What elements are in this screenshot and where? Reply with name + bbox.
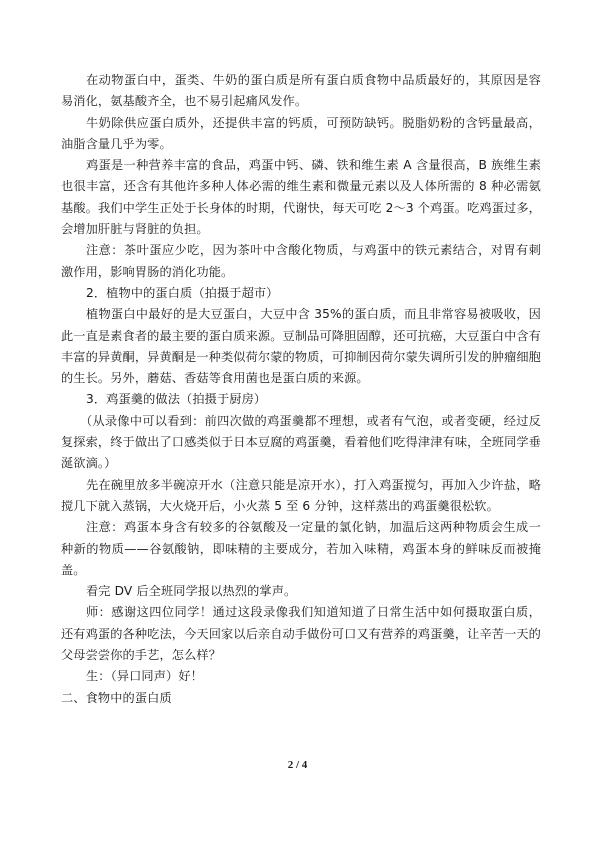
paragraph-students: 生：（异口同声）好！ xyxy=(86,669,203,684)
paragraph-glutamate-note: 注意：鸡蛋本身含有较多的谷氨酸及一定量的氯化钠，加温后这两种物质会生成一种新的物质——谷氨酸钠，即味精的主要成分，若加入味精，鸡蛋本身的鲜味反而被掩盖。 xyxy=(61,520,541,577)
paragraph-recipe: 先在碗里放多半碗凉开水（注意只能是凉开水），打入鸡蛋搅匀，再加入少许盐，略搅几下就入蒸锅，大火烧开后，小火蒸 5 至 6 分钟，这样蒸出的鸡蛋羹很松软。 xyxy=(61,477,541,513)
document-body xyxy=(61,70,541,709)
section-heading-food-protein: 二、食物中的蛋白质 xyxy=(61,690,172,705)
heading-plant-protein: 2．植物中的蛋白质（拍摄于超市） xyxy=(86,285,279,300)
heading-egg-custard: 3．鸡蛋羹的做法（拍摄于厨房） xyxy=(86,392,267,407)
paragraph-egg: 鸡蛋是一种营养丰富的食品，鸡蛋中钙、磷、铁和维生素 A 含量很高，B 族维生素也很丰富，还含有其他许多种人体必需的维生素和微量元素以及人体所需的 8 种必需氨基酸。我们中学生正处于长身体的时期，代谢快，每天可吃 2～3 个鸡蛋。吃鸡蛋过多，会增加肝脏与肾脏的负担。 xyxy=(61,158,541,237)
paragraph-tea-egg-note: 注意：茶叶蛋应少吃，因为茶叶中含酸化物质，与鸡蛋中的铁元素结合，对胃有刺激作用，影响胃肠的消化功能。 xyxy=(61,243,541,279)
paragraph-milk: 牛奶除供应蛋白质外，还提供丰富的钙质，可预防缺钙。脱脂奶粉的含钙量最高，油脂含量几乎为零。 xyxy=(61,115,541,151)
paragraph-video-observation: （从录像中可以看到：前四次做的鸡蛋羹都不理想，或者有气泡，或者变硬，经过反复探索，终于做出了口感类似于日本豆腐的鸡蛋羹，看着他们吃得津津有味，全班同学垂涎欲滴。） xyxy=(61,413,541,471)
paragraph-soy-protein: 植物蛋白中最好的是大豆蛋白，大豆中含 35%的蛋白质，而且非常容易被吸收，因此一直是素食者的最主要的蛋白质来源。豆制品可降胆固醇，还可抗癌，大豆蛋白中含有丰富的异黄酮，异黄酮是一种类似荷尔蒙的物质，可抑制因荷尔蒙失调所引发的肿瘤细胞的生长。另外，蘑菇、香菇等食用菌也是蛋白质的来源。 xyxy=(61,307,541,386)
paragraph-teacher: 师：感谢这四位同学！通过这段录像我们知道知道了日常生活中如何摄取蛋白质，还有鸡蛋的各种吃法，今天回家以后亲自动手做份可口又有营养的鸡蛋羹，让辛苦一天的父母尝尝你的手艺，怎么样？ xyxy=(61,605,541,663)
page-number: 2 / 4 xyxy=(287,759,308,771)
paragraph-applause: 看完 DV 后全班同学报以热烈的掌声。 xyxy=(86,584,297,599)
paragraph-animal-protein: 在动物蛋白中，蛋类、牛奶的蛋白质是所有蛋白质食物中品质最好的，其原因是容易消化，氨基酸齐全，也不易引起痛风发作。 xyxy=(61,73,541,109)
